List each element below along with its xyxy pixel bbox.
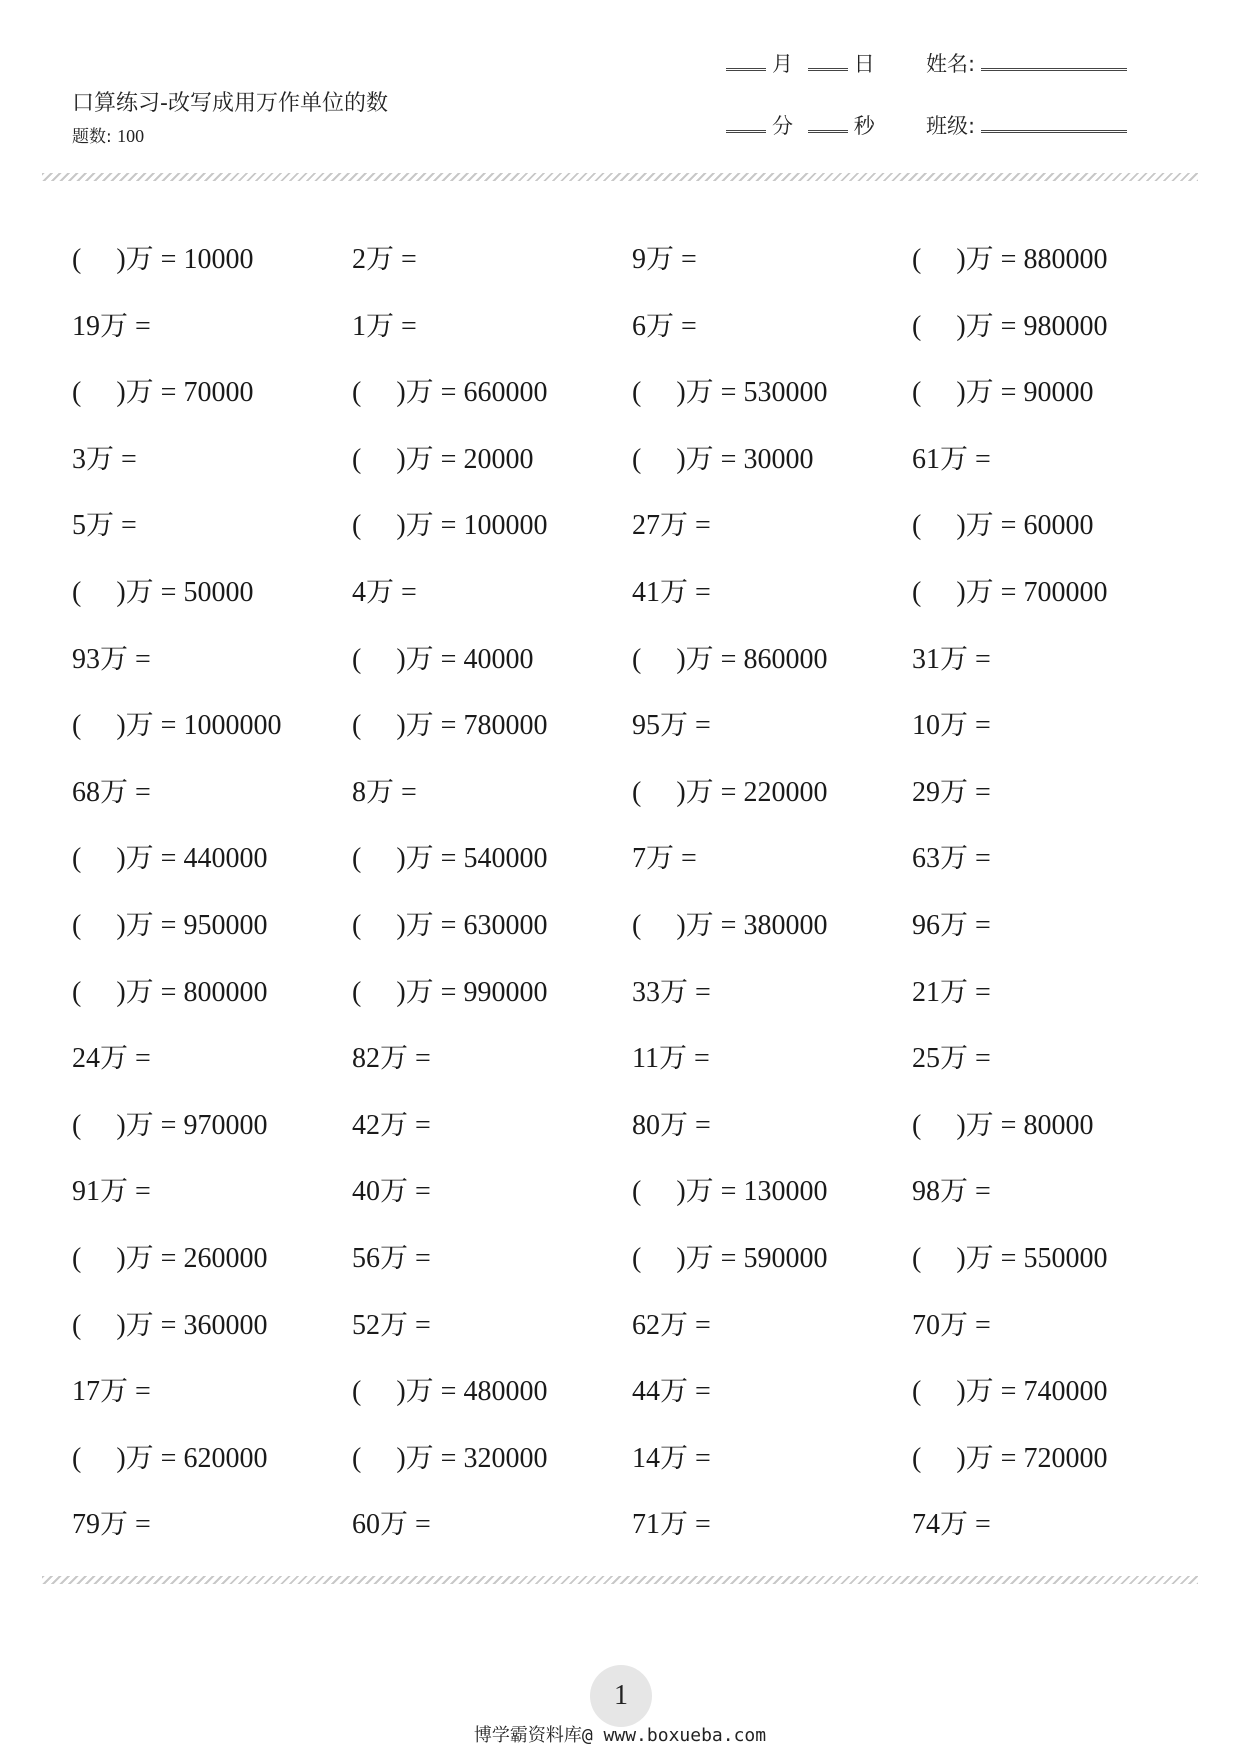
problem-item: 52万 = bbox=[352, 1309, 431, 1341]
problem-item: 82万 = bbox=[352, 1043, 431, 1075]
problem-row bbox=[72, 902, 1192, 969]
problem-row bbox=[72, 436, 1192, 503]
problem-row bbox=[72, 1035, 1192, 1102]
problem-item: 9万 = bbox=[632, 244, 697, 275]
name-blank[interactable] bbox=[981, 54, 1127, 71]
problem-item: ( )万 = 970000 bbox=[72, 1109, 268, 1141]
problem-row bbox=[72, 1435, 1192, 1502]
problem-item: 98万 = bbox=[912, 1176, 991, 1208]
problem-item: ( )万 = 100000 bbox=[352, 510, 548, 542]
problem-item: 11万 = bbox=[632, 1043, 710, 1075]
problem-item: 91万 = bbox=[72, 1176, 151, 1208]
problem-item: 70万 = bbox=[912, 1309, 991, 1341]
problem-row bbox=[72, 369, 1192, 436]
problem-item: ( )万 = 590000 bbox=[632, 1242, 828, 1274]
problem-item: 25万 = bbox=[912, 1043, 991, 1075]
problem-row bbox=[72, 569, 1192, 636]
question-count-label: 题数: bbox=[72, 127, 112, 147]
problem-item: 42万 = bbox=[352, 1109, 431, 1141]
name-label: 姓名: bbox=[926, 52, 976, 76]
problem-item: 80万 = bbox=[632, 1109, 711, 1141]
worksheet-title: 口算练习-改写成用万作单位的数 bbox=[72, 91, 388, 116]
problem-row bbox=[72, 502, 1192, 569]
problem-item: 17万 = bbox=[72, 1376, 151, 1408]
problem-item: ( )万 = 320000 bbox=[352, 1442, 548, 1474]
problem-row bbox=[72, 1302, 1192, 1369]
problem-item: ( )万 = 860000 bbox=[632, 643, 828, 675]
class-label: 班级: bbox=[926, 114, 976, 138]
problem-row bbox=[72, 636, 1192, 703]
problem-item: ( )万 = 740000 bbox=[912, 1376, 1108, 1408]
problem-item: ( )万 = 480000 bbox=[352, 1376, 548, 1408]
problem-item: 96万 = bbox=[912, 909, 991, 941]
minute-label: 分 bbox=[772, 114, 793, 138]
bottom-divider bbox=[42, 1576, 1198, 1584]
problem-item: 31万 = bbox=[912, 643, 991, 675]
day-blank[interactable] bbox=[808, 54, 848, 71]
class-field[interactable] bbox=[926, 114, 1127, 138]
problem-item: ( )万 = 540000 bbox=[352, 843, 548, 875]
problem-item: ( )万 = 620000 bbox=[72, 1442, 268, 1474]
problem-row bbox=[72, 1168, 1192, 1235]
problem-item: 95万 = bbox=[632, 710, 711, 742]
problem-item: ( )万 = 220000 bbox=[632, 776, 828, 808]
problem-item: ( )万 = 530000 bbox=[632, 377, 828, 409]
problem-item: ( )万 = 40000 bbox=[352, 643, 534, 675]
problem-item: 14万 = bbox=[632, 1442, 711, 1474]
problem-item: 2万 = bbox=[352, 244, 417, 275]
problem-grid bbox=[72, 236, 1192, 1568]
problem-item: ( )万 = 630000 bbox=[352, 909, 548, 941]
minute-blank[interactable] bbox=[726, 116, 766, 133]
problem-item: ( )万 = 30000 bbox=[632, 443, 814, 475]
problem-item: 68万 = bbox=[72, 776, 151, 808]
problem-item: 29万 = bbox=[912, 776, 991, 808]
day-label: 日 bbox=[853, 52, 875, 76]
problem-item: ( )万 = 260000 bbox=[72, 1242, 268, 1274]
class-blank[interactable] bbox=[981, 116, 1127, 133]
problem-item: ( )万 = 800000 bbox=[72, 976, 268, 1008]
problem-item: 1万 = bbox=[352, 310, 417, 342]
problem-item: ( )万 = 980000 bbox=[912, 310, 1108, 342]
problem-item: 5万 = bbox=[72, 510, 137, 542]
problem-item: 62万 = bbox=[632, 1309, 711, 1341]
problem-item: 60万 = bbox=[352, 1509, 431, 1541]
problem-item: 10万 = bbox=[912, 710, 991, 742]
problem-item: 93万 = bbox=[72, 643, 151, 675]
problem-item: 27万 = bbox=[632, 510, 711, 542]
problem-item: 33万 = bbox=[632, 976, 711, 1008]
problem-item: ( )万 = 700000 bbox=[912, 576, 1108, 608]
problem-item: ( )万 = 20000 bbox=[352, 443, 534, 475]
problem-item: 7万 = bbox=[632, 843, 697, 875]
problem-item: 3万 = bbox=[72, 443, 137, 475]
second-label: 秒 bbox=[853, 114, 875, 138]
problem-item: ( )万 = 660000 bbox=[352, 377, 548, 409]
problem-item: ( )万 = 80000 bbox=[912, 1109, 1094, 1141]
footer-watermark: 博学霸资料库@ www.boxueba.com bbox=[473, 1725, 767, 1746]
problem-item: ( )万 = 360000 bbox=[72, 1309, 268, 1341]
problem-item: 71万 = bbox=[632, 1509, 711, 1541]
problem-item: ( )万 = 1000000 bbox=[72, 710, 282, 742]
problem-item: 44万 = bbox=[632, 1376, 711, 1408]
problem-item: 24万 = bbox=[72, 1043, 151, 1075]
problem-row bbox=[72, 236, 1192, 303]
month-label: 月 bbox=[772, 52, 793, 76]
question-count-value: 100 bbox=[117, 126, 145, 146]
problem-row bbox=[72, 702, 1192, 769]
problem-row bbox=[72, 1102, 1192, 1169]
time-field[interactable] bbox=[726, 114, 875, 138]
problem-row bbox=[72, 1368, 1192, 1435]
problem-row bbox=[72, 1501, 1192, 1568]
problem-item: ( )万 = 60000 bbox=[912, 510, 1094, 542]
problem-item: ( )万 = 550000 bbox=[912, 1242, 1108, 1274]
month-blank[interactable] bbox=[726, 54, 766, 71]
problem-item: 41万 = bbox=[632, 576, 711, 608]
problem-row bbox=[72, 1235, 1192, 1302]
problem-item: 4万 = bbox=[352, 576, 417, 608]
problem-item: ( )万 = 130000 bbox=[632, 1176, 828, 1208]
problem-item: ( )万 = 70000 bbox=[72, 377, 254, 409]
problem-item: ( )万 = 720000 bbox=[912, 1442, 1108, 1474]
problem-item: 8万 = bbox=[352, 776, 417, 808]
date-field[interactable] bbox=[726, 52, 875, 76]
second-blank[interactable] bbox=[808, 116, 848, 133]
problem-item: ( )万 = 10000 bbox=[72, 244, 254, 275]
problem-item: ( )万 = 880000 bbox=[912, 244, 1108, 275]
problem-row bbox=[72, 835, 1192, 902]
problem-item: ( )万 = 990000 bbox=[352, 976, 548, 1008]
problem-item: 21万 = bbox=[912, 976, 991, 1008]
question-count bbox=[72, 122, 144, 147]
problem-item: ( )万 = 380000 bbox=[632, 909, 828, 941]
problem-item: ( )万 = 440000 bbox=[72, 843, 268, 875]
problem-item: 63万 = bbox=[912, 843, 991, 875]
problem-item: 56万 = bbox=[352, 1242, 431, 1274]
problem-item: ( )万 = 950000 bbox=[72, 909, 268, 941]
problem-row bbox=[72, 303, 1192, 370]
problem-item: 79万 = bbox=[72, 1509, 151, 1541]
problem-item: ( )万 = 780000 bbox=[352, 710, 548, 742]
page-number: 1 bbox=[590, 1665, 652, 1727]
problem-item: ( )万 = 90000 bbox=[912, 377, 1094, 409]
problem-item: 61万 = bbox=[912, 443, 991, 475]
problem-item: 40万 = bbox=[352, 1176, 431, 1208]
problem-item: 6万 = bbox=[632, 310, 697, 342]
problem-row bbox=[72, 769, 1192, 836]
problem-item: 19万 = bbox=[72, 310, 151, 342]
top-divider bbox=[42, 173, 1198, 181]
problem-row bbox=[72, 969, 1192, 1036]
problem-item: 74万 = bbox=[912, 1509, 991, 1541]
name-field[interactable] bbox=[926, 52, 1127, 76]
problem-item: ( )万 = 50000 bbox=[72, 576, 254, 608]
